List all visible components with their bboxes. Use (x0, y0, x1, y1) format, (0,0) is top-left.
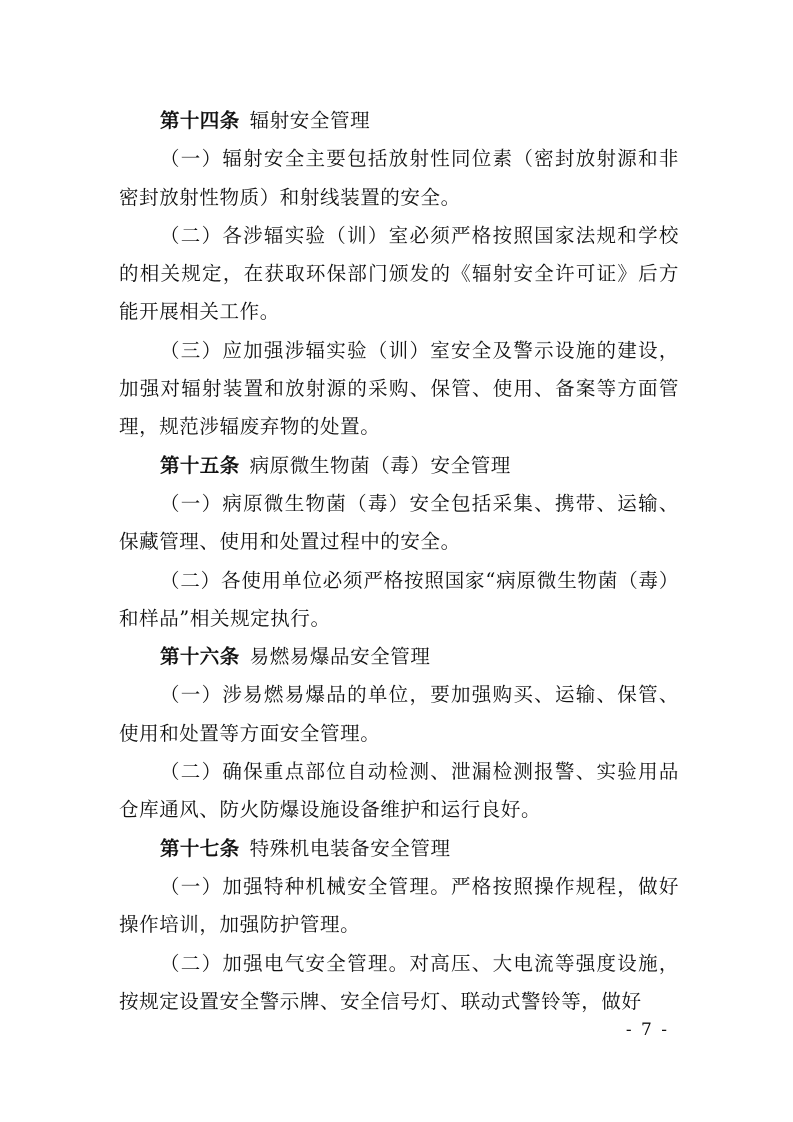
article-item: （一）加强特种机械安全管理。严格按照操作规程，做好操作培训，加强防护管理。 (119, 874, 679, 937)
article-item: （二）加强电气安全管理。对高压、大电流等强度设施，按规定设置安全警示牌、安全信号灯、联动式警铃等，做好 (119, 951, 679, 1013)
article-heading (119, 102, 679, 140)
page-number: - 7 - (625, 1020, 669, 1040)
article-item: （二）各涉辐实验（训）室必须严格按照国家法规和学校的相关规定，在获取环保部门颁发的《辐射安全许可证》后方能开展相关工作。 (119, 223, 679, 324)
article-title: 特殊机电装备安全管理 (249, 836, 451, 860)
article-item: （一）辐射安全主要包括放射性同位素（密封放射源和非密封放射性物质）和射线装置的安全。 (119, 147, 679, 209)
article-item: （二）各使用单位必须严格按照国家“病原微生物菌（毒）和样品”相关规定执行。 (119, 568, 679, 630)
article-item: （一）涉易燃易爆品的单位，要加强购买、运输、保管、使用和处置等方面安全管理。 (119, 683, 679, 745)
article-number: 第十六条 (160, 645, 240, 669)
article-16 (119, 638, 679, 829)
article-item: （二）确保重点部位自动检测、泄漏检测报警、实验用品仓库通风、防火防爆设施设备维护和运行良好。 (119, 760, 679, 822)
article-heading (119, 638, 679, 676)
article-heading (119, 447, 679, 485)
article-title: 辐射安全管理 (249, 109, 371, 132)
article-number: 第十四条 (160, 109, 240, 132)
article-title: 易燃易爆品安全管理 (249, 645, 431, 669)
article-item: （一）病原微生物菌（毒）安全包括采集、携带、运输、保藏管理、使用和处置过程中的安全。 (119, 491, 679, 554)
article-heading (119, 830, 679, 868)
article-number: 第十五条 (160, 453, 240, 477)
article-title: 病原微生物菌（毒）安全管理 (249, 453, 511, 477)
article-14 (119, 102, 679, 447)
article-15 (119, 447, 679, 638)
article-item: （三）应加强涉辐实验（训）室安全及警示设施的建设，加强对辐射装置和放射源的采购、保管、使用、备案等方面管理，规范涉辐废弃物的处置。 (119, 338, 679, 439)
article-number: 第十七条 (160, 836, 240, 860)
article-17 (119, 830, 679, 1021)
page-body (119, 102, 679, 1021)
